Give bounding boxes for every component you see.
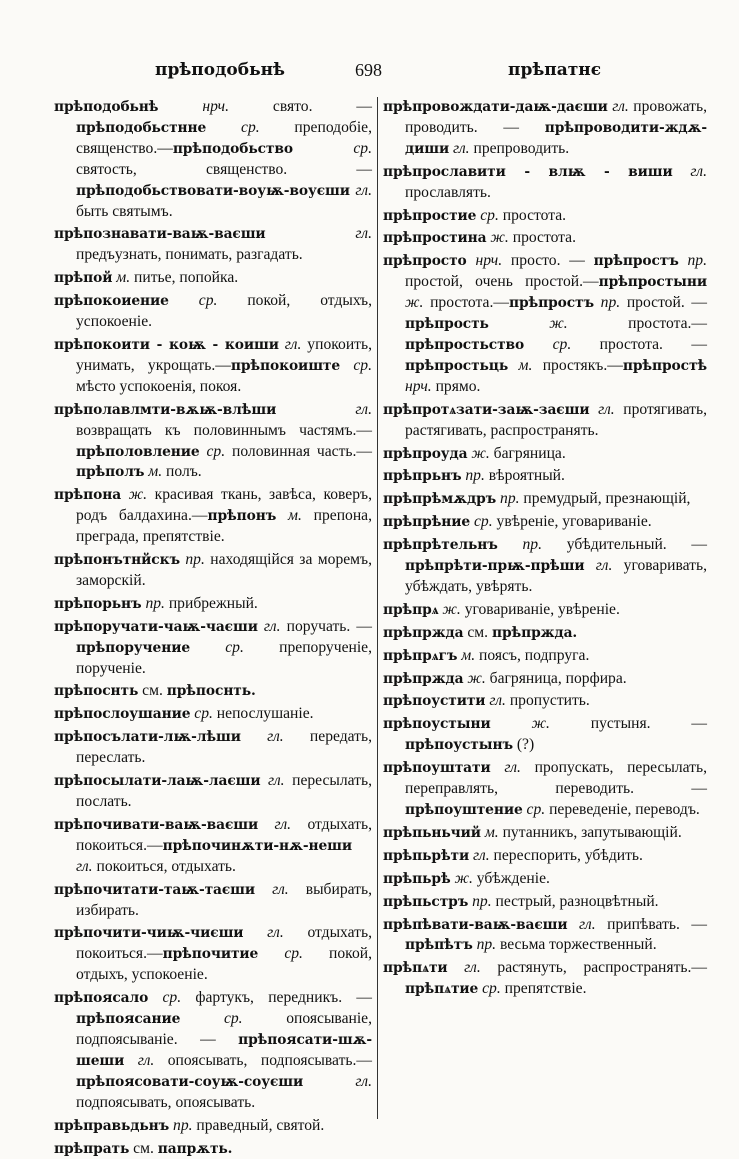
dictionary-entry [383, 892, 707, 913]
entry-definition: увѣреніе, уговариваніе. [493, 513, 652, 530]
entry-headword: прѣпрать [54, 1141, 129, 1157]
entry-definition: пропускать, пересылать, переправлять, переводить. — [405, 759, 707, 797]
entry-definition: простота. — [571, 336, 707, 353]
entry-headword: прѣпротѧзати-заѭ-заєши [383, 402, 589, 418]
entry-headword: прѣпрѧ [383, 602, 439, 618]
dictionary-entry [383, 646, 707, 667]
entry-headword: прѣпростъ [509, 295, 594, 311]
entry-headword: прѣпорьнъ [54, 596, 142, 612]
entry-grammar: гл. [584, 557, 612, 574]
entry-definition: пестрый, разноцвѣтный. [492, 893, 659, 910]
entry-definition: находящійся за моремъ, заморскій. [76, 551, 372, 589]
entry-definition: святость, священство. — [76, 161, 372, 178]
entry-definition: переспорить, убѣдить. [490, 847, 643, 864]
entry-headword: прѣпокоиште [231, 358, 340, 374]
entry-definition: препорученіе, порученіе. [76, 639, 372, 677]
dictionary-entry [383, 691, 707, 712]
entry-grammar: пр. [468, 893, 491, 910]
entry-definition: пустыня. — [550, 715, 707, 732]
entry-definition: упокоить, унимать, укрощать.— [76, 336, 372, 374]
entry-headword: прѣпоясание [76, 1011, 180, 1027]
entry-definition: (?) [513, 736, 534, 753]
entry-headword: прѣпоясати-шѫ-шеши [76, 1032, 372, 1069]
dictionary-entry [54, 594, 372, 615]
entry-headword: прѣпроуда [383, 446, 467, 462]
entry-definition: багряница, порфира. [486, 670, 627, 687]
entry-definition: опоясываніе, подпоясываніе. — [76, 1010, 372, 1048]
entry-definition: прославлять. [405, 184, 491, 201]
entry-grammar: ж. [451, 870, 473, 887]
entry-headword: прѣпосълати-лѭ-лѣши [54, 729, 241, 745]
dictionary-entry [54, 880, 372, 922]
entry-headword: прѣпѧтие [405, 981, 478, 997]
dictionary-entry [54, 485, 372, 548]
entry-definition: непослушаніе. [213, 705, 314, 722]
entry-grammar: м. [112, 269, 130, 286]
entry-headword: прѣпоручати-чаѭ-чаєши [54, 619, 258, 635]
entry-grammar: гл. [350, 182, 372, 199]
dictionary-entry [383, 623, 707, 644]
entry-definition: пересылать, послать. [76, 772, 372, 810]
entry-definition: поручать. — [281, 618, 372, 635]
entry-definition: весьма торжественный. [496, 936, 657, 953]
entry-grammar: гл. [448, 959, 481, 976]
entry-definition: предъузнать, понимать, разгадать. [76, 246, 303, 263]
entry-headword: прѣпрославити - влѭ - виши [383, 164, 673, 180]
entry-grammar: нрч. [405, 378, 432, 395]
dictionary-entry [54, 400, 372, 484]
entry-definition: праведный, святой. [193, 1117, 325, 1134]
entry-grammar: ср. [190, 639, 244, 656]
entry-definition: отдыхать, покоиться.— [76, 924, 372, 962]
entry-headword: прѣпоясало [54, 990, 148, 1006]
dictionary-entry [54, 815, 372, 878]
entry-headword: прѣпрѣтельнъ [383, 537, 498, 553]
right-column [383, 97, 707, 1137]
dictionary-entry [54, 291, 372, 333]
entry-definition: мѣсто успокоенія, покоя. [76, 378, 241, 395]
entry-headword: прѣпрѧгъ [383, 648, 457, 664]
dictionary-entry [383, 535, 707, 598]
entry-headword: прѣподобьство [173, 141, 293, 157]
dictionary-entry [54, 681, 372, 702]
entry-headword: прѣполовление [76, 444, 200, 460]
entry-grammar: гл. [491, 759, 521, 776]
entry-grammar: гл. [589, 401, 614, 418]
entry-definition: убѣжденіе. [473, 870, 550, 887]
entry-headword: прѣпрѣние [383, 514, 470, 530]
entry-grammar: гл. [673, 163, 707, 180]
entry-grammar: ср. [148, 989, 181, 1006]
entry-headword: прѣпростьство [405, 337, 524, 353]
entry-definition: питье, попойка. [130, 269, 238, 286]
entry-grammar: гл. [266, 225, 372, 242]
entry-headword: прѣпровождати-даѭ-даєши [383, 99, 608, 115]
dictionary-entry [383, 489, 707, 510]
entry-headword: прѣпокоиение [54, 293, 169, 309]
entry-definition: простякъ.— [532, 357, 623, 374]
entry-grammar: гл. [76, 858, 93, 875]
entry-grammar: м. [481, 824, 499, 841]
entry-headword: прѣпростьць [405, 358, 508, 374]
entry-headword: прѣподобьнѣ [54, 99, 158, 115]
entry-grammar: ср. [293, 140, 372, 157]
entry-definition: преподобіе, священство.— [76, 119, 372, 157]
entry-headword: прѣпьрѣти [383, 848, 469, 864]
entry-grammar: гл. [243, 924, 283, 941]
entry-grammar: гл. [469, 847, 489, 864]
entry-headword: прѣпѣвати-ваѭ-ваєши [383, 917, 568, 933]
entry-grammar: ср. [340, 357, 372, 374]
entry-definition: простой, очень простой.— [405, 273, 599, 290]
entry-headword: папрѫть. [158, 1141, 233, 1157]
entry-grammar: ж. [467, 445, 489, 462]
entry-headword: прѣпрость [405, 316, 489, 332]
dictionary-entry [383, 444, 707, 465]
entry-headword: прѣпрѣмѫдръ [383, 491, 496, 507]
entry-grammar: ж. [439, 601, 461, 618]
entry-grammar: м. [144, 463, 162, 480]
entry-headword: прѣпочитати-таѭ-таєши [54, 882, 255, 898]
dictionary-entry [54, 97, 372, 222]
entry-definition: уговаривать, убѣждать, увѣрять. [405, 557, 707, 595]
entry-grammar: м. [508, 357, 532, 374]
dictionary-entry [383, 846, 707, 867]
entry-headword: прѣпоснть. [167, 683, 256, 699]
dictionary-entry [383, 97, 707, 160]
entry-definition: опоясывать, подпоясывать.— [154, 1052, 372, 1069]
entry-grammar: ср. [206, 119, 259, 136]
entry-headword: прѣпроводити-ждѫ-диши [405, 120, 707, 157]
entry-grammar: гл. [303, 1073, 372, 1090]
entry-grammar: гл. [276, 401, 372, 418]
dictionary-entry [54, 923, 372, 986]
entry-definition: см. [463, 624, 492, 641]
dictionary-entry [383, 512, 707, 533]
entry-grammar: гл. [279, 336, 302, 353]
entry-headword: прѣпочинѫти-нѫ-неши [163, 838, 352, 854]
entry-grammar: гл. [255, 881, 289, 898]
entry-grammar: гл. [608, 98, 629, 115]
entry-definition: убѣдительный. — [542, 536, 707, 553]
entry-definition: простота. [509, 229, 576, 246]
entry-definition: пропустить. [506, 692, 590, 709]
entry-headword: прѣпослоушание [54, 706, 190, 722]
entry-definition: провожать, проводить. — [405, 98, 707, 136]
entry-grammar: пр. [169, 1117, 192, 1134]
entry-definition: передать, переслать. [76, 728, 372, 766]
entry-grammar: гл. [258, 816, 291, 833]
entry-headword: прѣпочитие [163, 946, 259, 962]
dictionary-entry [54, 617, 372, 680]
entry-grammar: пр. [496, 490, 519, 507]
entry-definition: протягивать, растягивать, распространять. [405, 401, 707, 439]
entry-definition: покой, отдыхъ, успокоеніе. [76, 945, 372, 983]
entry-definition: вѣроятный. [485, 467, 565, 484]
entry-definition: уговариваніе, увѣреніе. [461, 601, 620, 618]
entry-headword: прѣполъ [76, 464, 144, 480]
dictionary-entry [383, 869, 707, 890]
entry-definition: премудрый, презнающій, [520, 490, 691, 507]
entry-headword: прѣпьньчий [383, 825, 481, 841]
entry-definition: красивая ткань, завѣса, коверъ, родъ балдахина.— [76, 486, 372, 524]
entry-grammar: пр. [180, 551, 205, 568]
entry-grammar: гл. [260, 772, 284, 789]
entry-headword: прѣподобьстнне [76, 120, 206, 136]
entry-definition: прямо. [432, 378, 481, 395]
entry-definition: полъ. [162, 463, 202, 480]
entry-definition: возвращать къ половиннымъ частямъ.— [76, 422, 372, 439]
entry-grammar: пр. [473, 936, 496, 953]
dictionary-entry [54, 727, 372, 769]
page-number: 698 [355, 58, 382, 82]
entry-grammar: ж. [121, 486, 147, 503]
entry-grammar: гл. [241, 728, 284, 745]
entry-grammar: ср. [470, 513, 493, 530]
entry-headword: прѣпростѣ [623, 358, 707, 374]
entry-headword: прѣпьстръ [383, 894, 468, 910]
dictionary-entry [383, 600, 707, 621]
entry-headword: прѣпоустити [383, 693, 485, 709]
dictionary-entry [383, 400, 707, 442]
entry-headword: прѣпрьнъ [383, 468, 461, 484]
entry-headword: прѣпростина [383, 230, 487, 246]
entry-definition: половинная часть.— [225, 443, 372, 460]
entry-grammar: гл. [485, 692, 505, 709]
entry-headword: прѣпоустыни [383, 716, 491, 732]
dictionary-entry [383, 915, 707, 957]
right-running-headword: прѣпатнє [508, 58, 601, 82]
entry-headword: прѣпочивати-ваѭ-ваєши [54, 817, 258, 833]
dictionary-entry [383, 162, 707, 204]
dictionary-entry [54, 224, 372, 266]
entry-grammar: ср. [200, 443, 226, 460]
entry-grammar: гл. [258, 618, 281, 635]
entry-grammar: ср. [476, 207, 499, 224]
entry-definition: покоиться, отдыхать. [93, 858, 236, 875]
entry-grammar: пр. [679, 252, 707, 269]
entry-headword: прѣпочити-чиѭ-чиєши [54, 925, 243, 941]
dictionary-entry [54, 988, 372, 1113]
entry-definition: багряница. [490, 445, 566, 462]
entry-definition: отдыхать, покоиться.— [76, 816, 372, 854]
dictionary-entry [383, 466, 707, 487]
dictionary-entry [383, 669, 707, 690]
dictionary-entry [54, 335, 372, 398]
entry-grammar: ср. [523, 801, 546, 818]
entry-definition: быть святымъ. [76, 203, 173, 220]
entry-definition: простота.— [568, 315, 707, 332]
entry-headword: прѣпржда [383, 625, 463, 641]
dictionary-entry [383, 823, 707, 844]
entry-grammar: гл. [568, 916, 596, 933]
left-running-headword: прѣподобьнѣ [155, 58, 285, 82]
entry-headword: прѣпрѣти-прѭ-прѣши [405, 558, 584, 574]
entry-grammar: пр. [461, 467, 484, 484]
entry-headword: прѣпоуштати [383, 760, 491, 776]
entry-headword: прѣпонътнйскъ [54, 552, 180, 568]
entry-definition: просто. — [502, 252, 594, 269]
entry-grammar: ср. [169, 292, 218, 309]
entry-definition: см. [129, 1140, 158, 1157]
entry-headword: прѣпоуштение [405, 802, 523, 818]
entry-headword: прѣпростыни [599, 274, 707, 290]
entry-headword: прѣпоснть [54, 683, 138, 699]
entry-headword: прѣпржда [383, 671, 463, 687]
entry-definition: простота. [499, 207, 566, 224]
entry-grammar: ж. [489, 315, 568, 332]
entry-grammar: ж. [487, 229, 509, 246]
entry-definition: препона, преграда, препятствіе. [76, 507, 372, 545]
entry-headword: прѣпьрѣ [383, 871, 451, 887]
entry-grammar: ж. [463, 670, 485, 687]
entry-grammar: ср. [190, 705, 213, 722]
entry-grammar: ср. [180, 1010, 242, 1027]
entry-headword: прѣпознавати-ваѭ-ваєши [54, 226, 266, 242]
dictionary-entry [383, 251, 707, 397]
column-divider [377, 97, 378, 1119]
entry-headword: прѣпржда. [492, 625, 577, 641]
dictionary-entry [54, 771, 372, 813]
entry-definition: поясъ, подпруга. [475, 647, 589, 664]
entry-headword: прѣпросто [383, 253, 467, 269]
entry-grammar: ср. [478, 980, 501, 997]
entry-headword: прѣпѧти [383, 960, 448, 976]
entry-definition: переведеніе, переводъ. [545, 801, 700, 818]
entry-headword: прѣподобьствовати-воуѭ-воуєши [76, 183, 350, 199]
entry-headword: прѣпосылати-лаѭ-лаєши [54, 773, 260, 789]
entry-headword: прѣпокоити - коѭ - коиши [54, 337, 279, 353]
dictionary-entry [54, 550, 372, 592]
entry-definition: подпоясывать, опоясывать. [76, 1094, 255, 1111]
entry-headword: прѣпоясовати-соуѭ-соуєши [76, 1074, 303, 1090]
dictionary-entry [383, 714, 707, 756]
entry-headword: прѣпонъ [207, 508, 276, 524]
entry-headword: прѣпоустынъ [405, 737, 513, 753]
entry-grammar: пр. [594, 294, 620, 311]
dictionary-entry [383, 758, 707, 821]
dictionary-entry [54, 268, 372, 289]
entry-grammar: ср. [258, 945, 303, 962]
entry-definition: препятствіе. [501, 980, 587, 997]
entry-grammar: м. [276, 507, 302, 524]
entry-headword: прѣпѣтъ [405, 937, 473, 953]
entry-headword: прѣпона [54, 487, 121, 503]
entry-grammar: гл. [124, 1052, 154, 1069]
entry-grammar: ж. [491, 715, 550, 732]
entry-definition: простота.— [423, 294, 509, 311]
dictionary-entry [383, 228, 707, 249]
entry-definition: растянуть, распространять.— [481, 959, 707, 976]
entry-headword: прѣправьдьнъ [54, 1118, 169, 1134]
entry-definition: путанникъ, запутывающій. [499, 824, 682, 841]
entry-definition: покой, отдыхъ, успокоеніе. [76, 292, 372, 330]
entry-headword: прѣполавлмти-вѫѭ-влѣши [54, 402, 276, 418]
entry-headword: прѣпой [54, 270, 112, 286]
dictionary-entry [383, 206, 707, 227]
entry-grammar: нрч. [158, 98, 229, 115]
left-column [54, 97, 372, 1137]
entry-grammar: нрч. [467, 252, 502, 269]
page-header [0, 58, 739, 88]
entry-definition: см. [138, 682, 167, 699]
entry-definition: выбирать, избирать. [76, 881, 372, 919]
entry-definition: прибрежный. [165, 595, 258, 612]
entry-definition: препроводить. [470, 140, 570, 157]
entry-grammar: ср. [524, 336, 571, 353]
dictionary-entry [383, 958, 707, 1000]
dictionary-entry [54, 1139, 372, 1159]
entry-definition: фартукъ, передникъ. — [181, 989, 372, 1006]
dictionary-entry [54, 704, 372, 725]
entry-grammar: пр. [498, 536, 542, 553]
entry-definition: простой. — [620, 294, 707, 311]
entry-grammar: ж. [405, 294, 423, 311]
entry-grammar: гл. [449, 140, 469, 157]
entry-headword: прѣпоручение [76, 640, 190, 656]
entry-grammar: м. [457, 647, 475, 664]
entry-grammar: пр. [142, 595, 165, 612]
entry-headword: прѣпростъ [594, 253, 679, 269]
dictionary-entry [54, 1116, 372, 1137]
entry-definition: свято. — [229, 98, 372, 115]
entry-headword: прѣпростие [383, 208, 476, 224]
entry-definition: припѣвать. — [596, 916, 707, 933]
